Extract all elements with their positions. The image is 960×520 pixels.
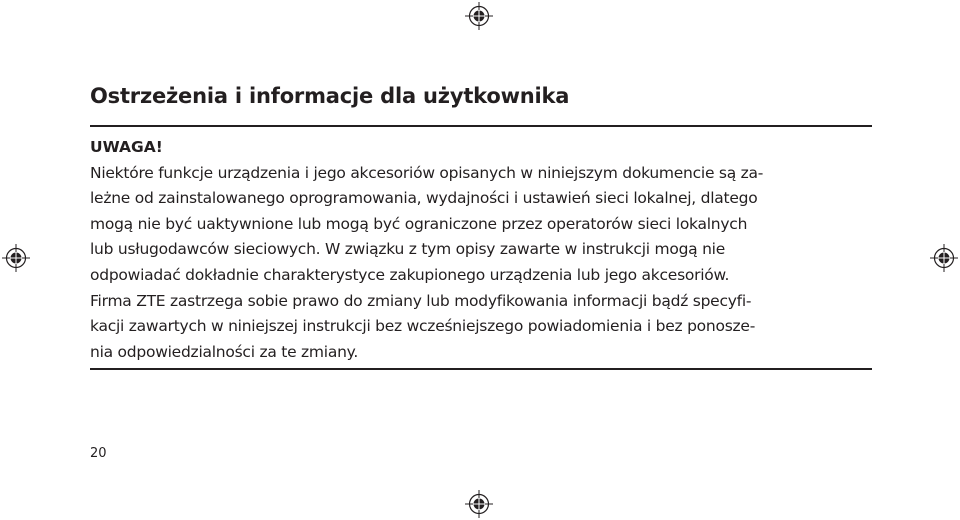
page-number: 20 [90, 446, 107, 461]
body-line: lub usługodawców sieciowych. W związku z tym opisy zawarte w instrukcji mogą nie [90, 240, 726, 259]
divider-top [90, 125, 872, 127]
body-line: leżne od zainstalowanego oprogramowania, wydajności i ustawień sieci lokalnej, dlatego [90, 189, 758, 208]
registration-mark-right-icon [930, 244, 958, 272]
page-title: Ostrzeżenia i informacje dla użytkownika [90, 84, 570, 108]
body-line: Firma ZTE zastrzega sobie prawo do zmiany lub modyfikowania informacji bądź specyfi- [90, 291, 752, 310]
warning-section [90, 135, 880, 365]
divider-bottom [90, 368, 872, 370]
warning-label: UWAGA! [90, 138, 163, 156]
body-line: kacji zawartych w niniejszej instrukcji bez wcześniejszego powiadomienia i bez ponosze- [90, 317, 756, 336]
registration-mark-bottom-icon [465, 490, 493, 518]
body-line: Niektóre funkcje urządzenia i jego akcesoriów opisanych w niniejszym dokumencie są za- [90, 163, 764, 182]
registration-mark-left-icon [2, 244, 30, 272]
body-line: odpowiadać dokładnie charakterystyce zakupionego urządzenia lub jego akcesoriów. [90, 265, 730, 284]
body-line: nia odpowiedzialności za te zmiany. [90, 342, 359, 361]
registration-mark-top-icon [465, 2, 493, 30]
body-line: mogą nie być uaktywnione lub mogą być ograniczone przez operatorów sieci lokalnych [90, 214, 748, 233]
